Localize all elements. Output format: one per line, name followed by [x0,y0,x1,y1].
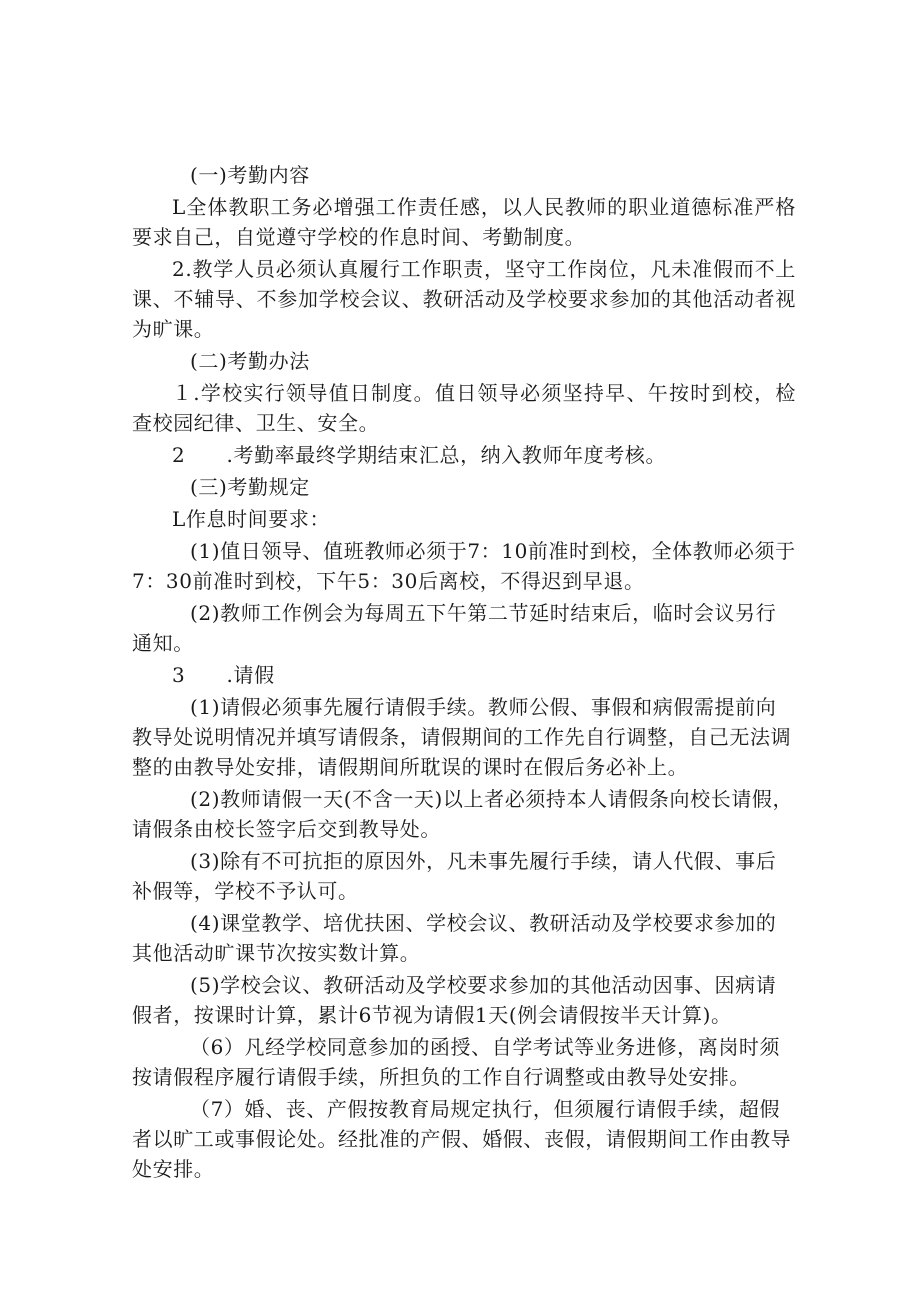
document-body [132,160,796,1184]
paragraph-7: (2)教师工作例会为每周五下午第二节延时结束后，临时会议另行通知。 [132,601,777,655]
paragraph-13: (5)学校会议、教研活动及学校要求参加的其他活动因事、因病请假者，按课时计算，累计6节视为请假1天(例会请假按半天计算)。 [132,973,777,1027]
paragraph-3: １.学校实行领导值日制度。值日领导必须坚持早、午按时到校，检查校园纪律、卫生、安全。 [132,381,796,435]
section-heading-attendance-content: (一)考勤内容 [190,163,310,187]
paragraph-2: 2.教学人员必须认真履行工作职责，坚守工作岗位，凡未准假而不上课、不辅导、不参加学校会议、教研活动及学校要求参加的其他活动者视为旷课。 [132,257,796,341]
paragraph-12: (4)课堂教学、培优扶困、学校会议、教研活动及学校要求参加的其他活动旷课节次按实数计算。 [132,911,777,965]
paragraph-14: （6）凡经学校同意参加的函授、自学考试等业务进修，离岗时须按请假程序履行请假手续，所担负的工作自行调整或由教导处安排。 [132,1035,781,1089]
paragraph-6: (1)值日领导、值班教师必须于7：10前准时到校，全体教师必须于7：30前准时到校，下午5：30后离校，不得迟到早退。 [132,539,796,593]
paragraph-9: (1)请假必须事先履行请假手续。教师公假、事假和病假需提前向教导处说明情况并填写请假条，请假期间的工作先自行调整，自己无法调整的由教导处安排，请假期间所耽误的课时在假后务必补上。 [132,695,792,779]
section-heading-attendance-method: (二)考勤办法 [190,349,310,373]
paragraph-10: (2)教师请假一天(不含一天)以上者必须持本人请假条向校长请假，请假条由校长签字后交到教导处。 [132,787,794,841]
paragraph-15: （7）婚、丧、产假按教育局规定执行，但须履行请假手续，超假者以旷工或事假论处。经批准的产假、婚假、丧假，请假期间工作由教导处安排。 [132,1097,792,1181]
paragraph-8: 3 .请假 [172,663,275,687]
section-heading-attendance-rules: (三)考勤规定 [190,475,310,499]
paragraph-1: L全体教职工务必增强工作责任感，以人民教师的职业道德标准严格要求自己，自觉遵守学校的作息时间、考勤制度。 [132,195,796,249]
paragraph-4: 2 .考勤率最终学期结束汇总，纳入教师年度考核。 [172,443,667,467]
paragraph-5: L作息时间要求： [172,507,331,531]
paragraph-11: (3)除有不可抗拒的原因外，凡未事先履行手续，请人代假、事后补假等，学校不予认可。 [132,849,777,903]
